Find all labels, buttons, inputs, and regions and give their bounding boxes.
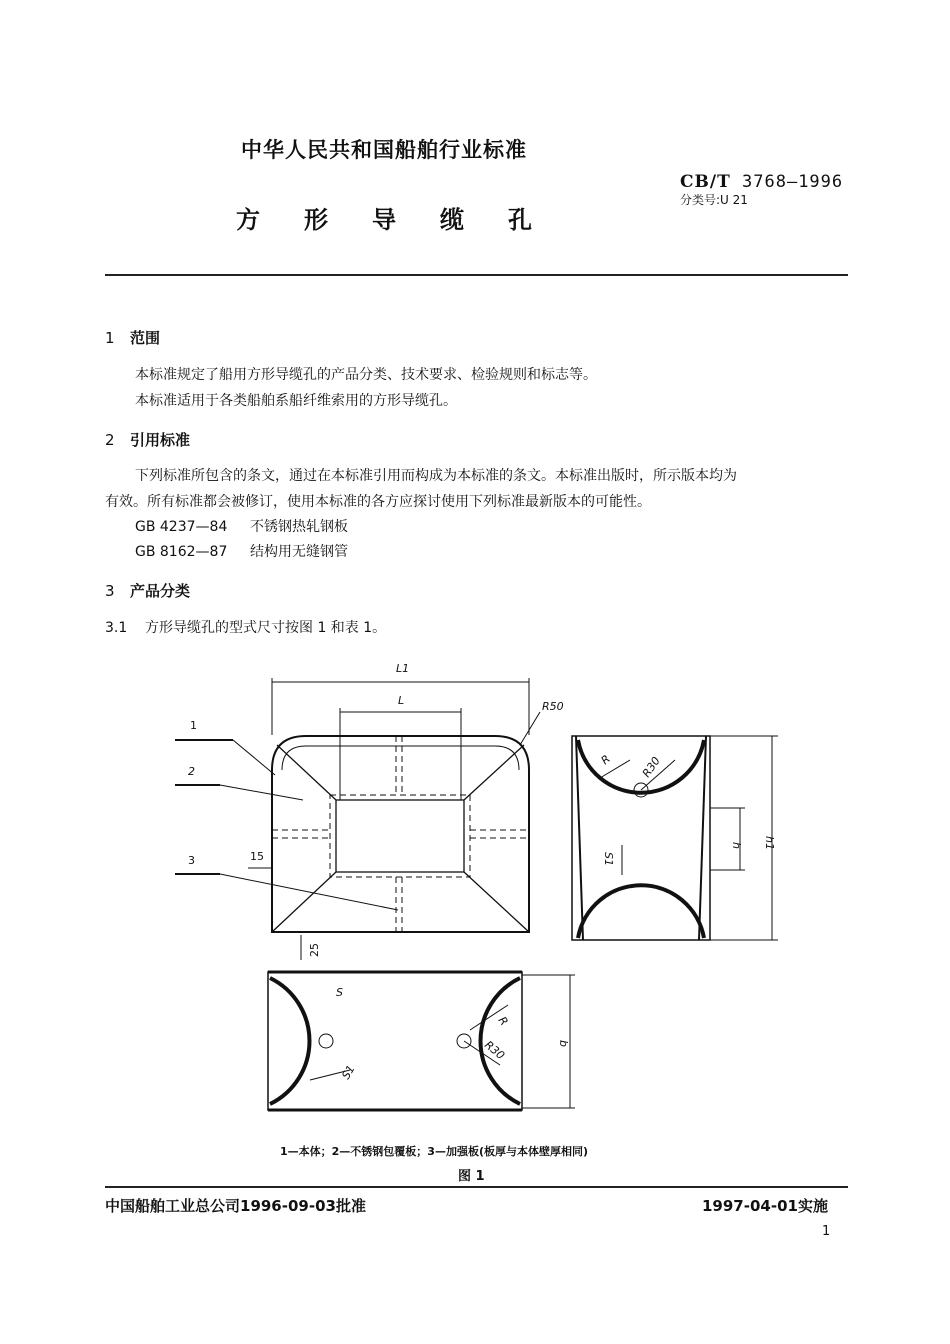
dim-label-b: b [557,1040,570,1047]
dim-label-R: R [598,752,613,768]
dim-label-L1: L1 [396,662,410,675]
section-title: 产品分类 [130,582,191,600]
page-number: 1 [822,1224,831,1239]
figure-number: 图 1 [458,1169,485,1184]
dim-label-25: 25 [308,943,321,957]
footer-divider [105,1186,848,1188]
reference-name: 结构用无缝钢管 [250,544,348,560]
section-title: 范围 [130,329,161,347]
dim-label-S1-bottom: S1 [339,1062,358,1082]
dim-label-R-bottom: R [495,1014,511,1028]
paragraph: 本标准规定了船用方形导缆孔的产品分类、技术要求、检验规则和标志等。 [135,367,597,383]
dim-label-R30-bottom: R30 [482,1038,508,1063]
standard-code-prefix: CB/T [680,172,731,192]
dim-label-S: S [336,986,343,999]
dim-label-R50: R50 [542,700,564,713]
dim-label-15: 15 [250,850,264,863]
part-label-3: 3 [188,854,195,867]
section-number: 2 [105,431,115,449]
paragraph: 下列标准所包含的条文，通过在本标准引用而构成为本标准的条文。本标准出版时，所示版本均为 [135,468,737,484]
reference-code: GB 4237—84 [135,519,228,535]
section-number: 3 [105,582,115,600]
reference-name: 不锈钢热轧钢板 [250,519,348,535]
paragraph: 本标准适用于各类船舶系船纤维索用的方形导缆孔。 [135,393,457,409]
document-title: 方形导缆孔 [236,206,576,234]
dim-label-S1: S1 [602,852,615,866]
paragraph: 有效。所有标准都会被修订，使用本标准的各方应探讨使用下列标准最新版本的可能性。 [105,494,651,510]
dim-label-h: h [730,842,743,849]
figure-caption: 1—本体；2—不锈钢包覆板；3—加强板(板厚与本体壁厚相同) [280,1145,589,1158]
section-number: 1 [105,329,115,347]
part-label-1: 1 [190,719,197,732]
reference-code: GB 8162—87 [135,544,228,560]
subsection-text: 方形导缆孔的型式尺寸按图 1 和表 1。 [145,620,387,636]
section-title: 引用标准 [130,431,191,449]
implementation-date: 1997-04-01实施 [702,1197,828,1215]
classification-number: 分类号:U 21 [680,193,748,207]
part-label-2: 2 [188,765,195,778]
standard-code-number: 3768—1996 [742,172,844,192]
dim-label-R30: R30 [639,754,663,780]
subsection-number: 3.1 [105,620,128,636]
approval-statement: 中国船舶工业总公司1996-09-03批准 [105,1197,366,1215]
dim-label-L: L [398,694,405,707]
dim-label-h1: h1 [763,836,776,850]
issuing-organization: 中华人民共和国船舶行业标准 [241,138,527,162]
